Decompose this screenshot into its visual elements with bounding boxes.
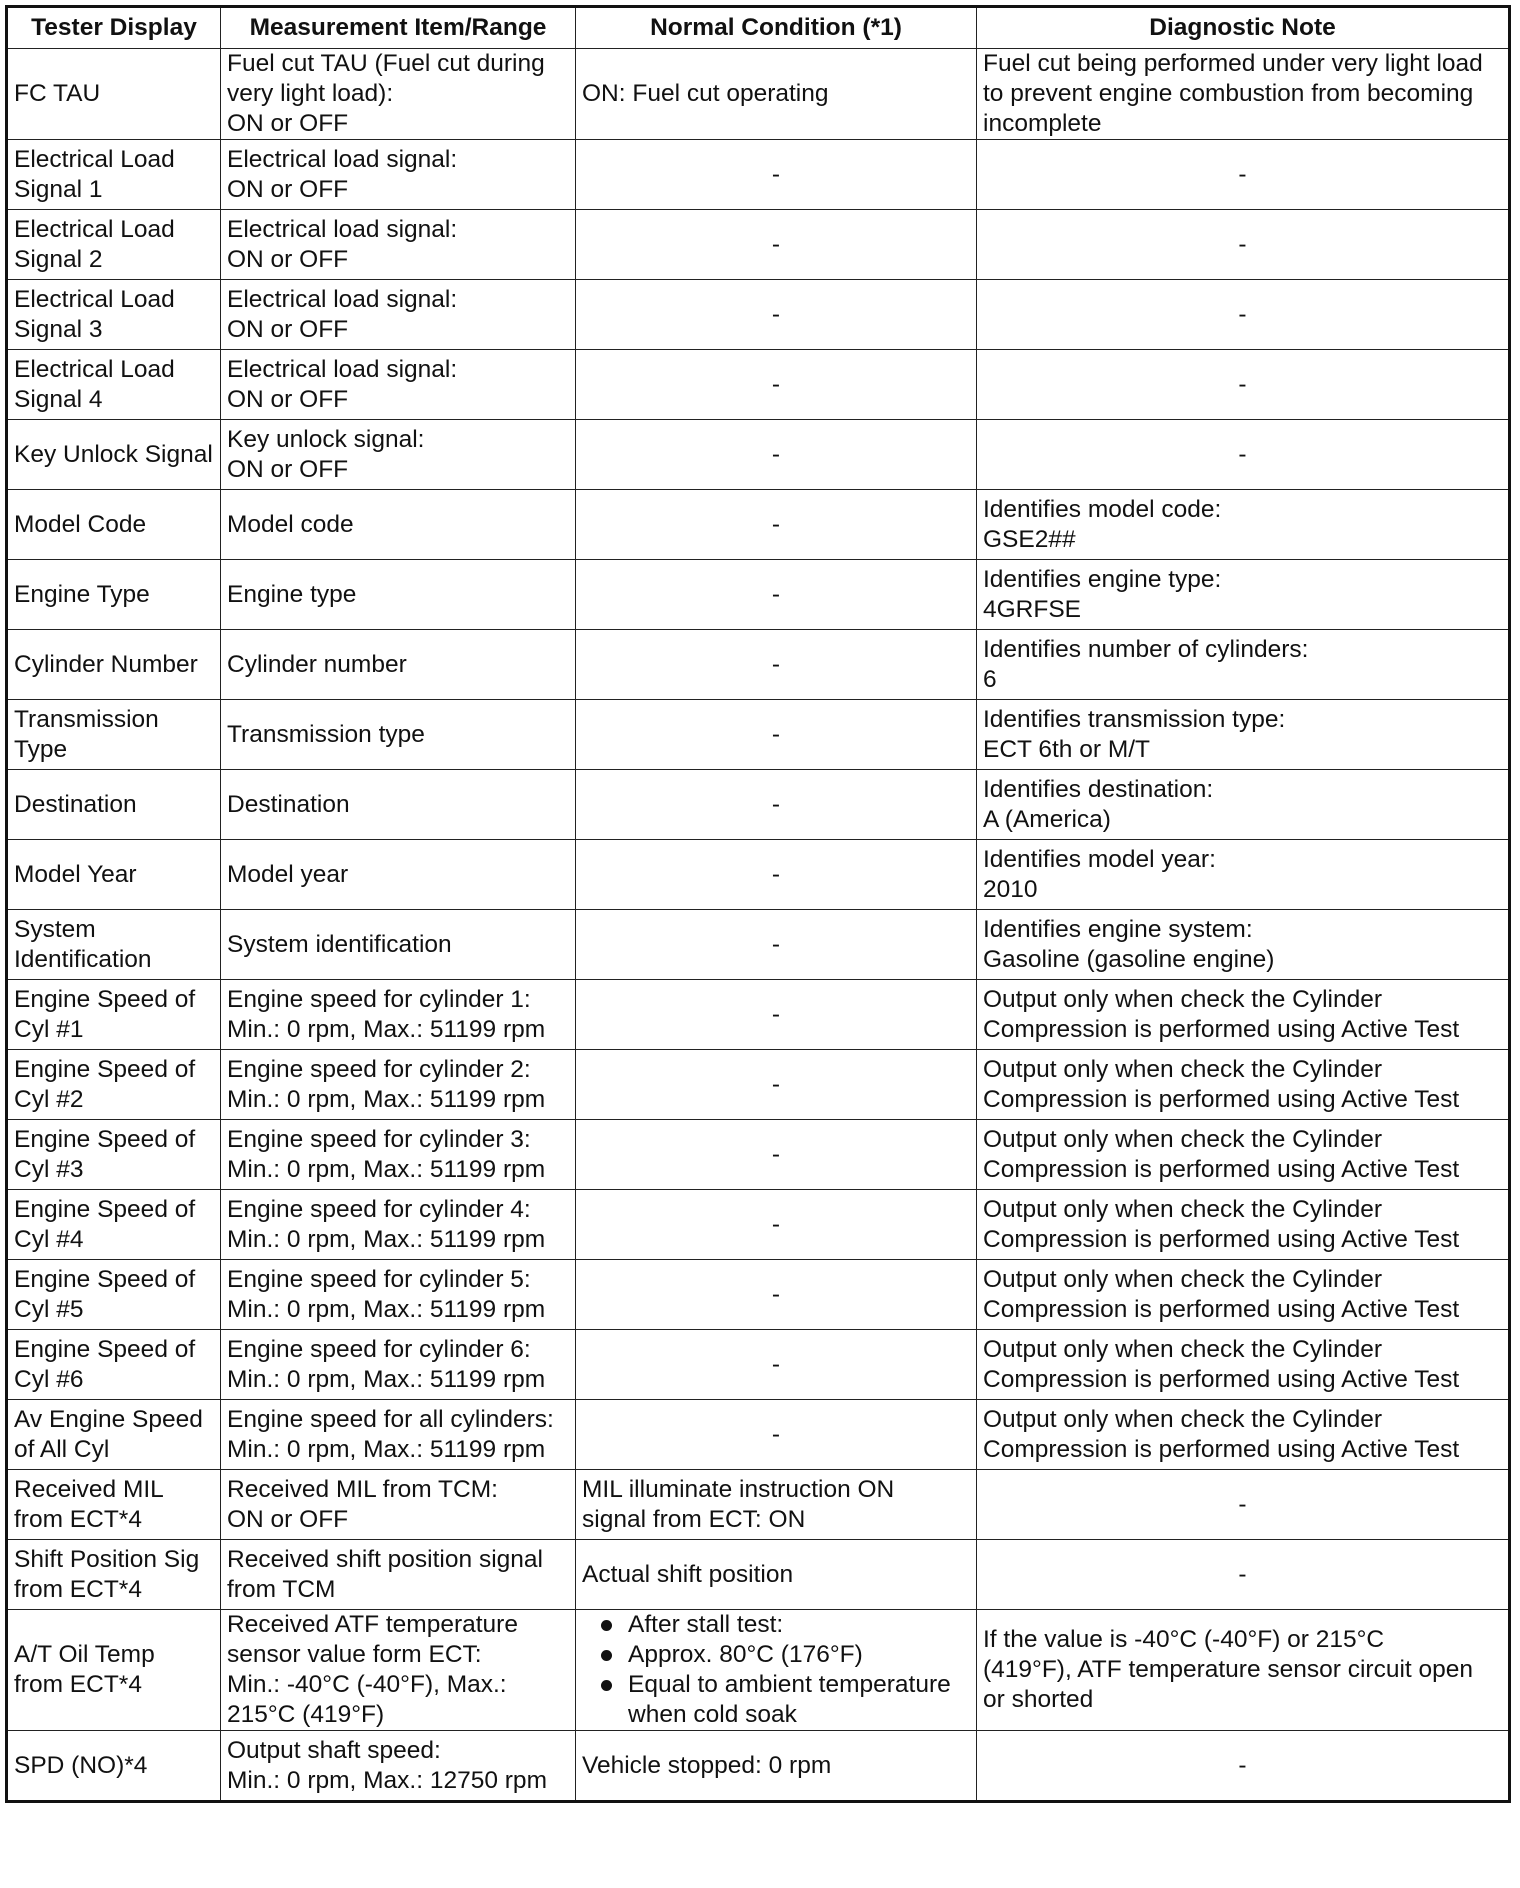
normal-condition-cell	[576, 630, 977, 700]
tester-display-cell	[7, 560, 221, 630]
normal-condition-cell-text: -	[771, 1000, 781, 1028]
tester-display-cell	[7, 1120, 221, 1190]
measurement-item-cell	[221, 840, 576, 910]
tester-display-cell-text: SPD (NO)*4	[14, 1751, 148, 1779]
tester-display-cell	[7, 1260, 221, 1330]
diagnostic-note-cell	[977, 980, 1510, 1050]
tester-display-cell	[7, 1190, 221, 1260]
diagnostic-note-cell	[977, 140, 1510, 210]
data-list-table	[5, 5, 1511, 1803]
diagnostic-note-cell-text: Output only when check the Cylinder Compression is performed using Active Test	[983, 1195, 1460, 1253]
normal-condition-cell	[576, 980, 977, 1050]
measurement-item-cell	[221, 490, 576, 560]
diagnostic-note-cell	[977, 1731, 1510, 1802]
tester-display-cell	[7, 49, 221, 140]
measurement-item-cell-text: Transmission type	[227, 720, 425, 748]
tester-display-cell	[7, 210, 221, 280]
tester-display-cell	[7, 1400, 221, 1470]
header-measurement-item: Measurement Item/Range	[221, 7, 576, 49]
table-row	[7, 490, 1510, 560]
normal-condition-cell	[576, 1050, 977, 1120]
table-row	[7, 1400, 1510, 1470]
diagnostic-note-cell	[977, 560, 1510, 630]
measurement-item-cell	[221, 1190, 576, 1260]
tester-display-cell	[7, 350, 221, 420]
table-row	[7, 840, 1510, 910]
measurement-item-cell-text: Electrical load signal: ON or OFF	[227, 215, 458, 273]
diagnostic-note-cell	[977, 1120, 1510, 1190]
normal-condition-cell	[576, 140, 977, 210]
normal-condition-cell	[576, 350, 977, 420]
tester-display-cell-text: Key Unlock Signal	[14, 440, 213, 468]
tester-display-cell	[7, 1050, 221, 1120]
measurement-item-cell-text: Engine speed for cylinder 3: Min.: 0 rpm, Max.: 51199 rpm	[227, 1125, 546, 1183]
tester-display-cell-text: Engine Speed of Cyl #2	[14, 1055, 196, 1113]
normal-condition-cell-text: Vehicle stopped: 0 rpm	[582, 1751, 832, 1779]
normal-condition-list	[582, 1610, 970, 1730]
table-row	[7, 560, 1510, 630]
table-row	[7, 1120, 1510, 1190]
tester-display-cell-text: FC TAU	[14, 80, 101, 107]
header-diagnostic-note: Diagnostic Note	[977, 7, 1510, 49]
measurement-item-cell-text: Key unlock signal: ON or OFF	[227, 425, 425, 483]
measurement-item-cell	[221, 280, 576, 350]
tester-display-cell-text: Destination	[14, 790, 137, 818]
table-row	[7, 210, 1510, 280]
diagnostic-note-cell-text: -	[1238, 230, 1247, 258]
diagnostic-note-cell	[977, 280, 1510, 350]
measurement-item-cell-text: Engine speed for cylinder 2: Min.: 0 rpm, Max.: 51199 rpm	[227, 1055, 546, 1113]
diagnostic-note-cell	[977, 630, 1510, 700]
tester-display-cell	[7, 1540, 221, 1610]
tester-display-cell-text: Electrical Load Signal 3	[14, 285, 175, 343]
diagnostic-note-cell-text: -	[1238, 1751, 1247, 1779]
normal-condition-cell	[576, 420, 977, 490]
measurement-item-cell-text: Output shaft speed: Min.: 0 rpm, Max.: 12750 rpm	[227, 1736, 547, 1794]
diagnostic-note-cell-text: Output only when check the Cylinder Compression is performed using Active Test	[983, 1265, 1460, 1323]
normal-condition-cell	[576, 49, 977, 140]
normal-condition-cell-text: -	[771, 790, 781, 818]
measurement-item-cell-text: Engine speed for cylinder 5: Min.: 0 rpm, Max.: 51199 rpm	[227, 1265, 546, 1323]
tester-display-cell	[7, 490, 221, 560]
normal-condition-cell	[576, 1470, 977, 1540]
normal-condition-cell-text: -	[771, 580, 781, 608]
tester-display-cell	[7, 1470, 221, 1540]
normal-condition-cell-text: -	[771, 230, 781, 258]
measurement-item-cell-text: Electrical load signal: ON or OFF	[227, 355, 458, 413]
normal-condition-cell	[576, 910, 977, 980]
normal-condition-cell-text: -	[771, 930, 781, 958]
normal-condition-cell	[576, 1330, 977, 1400]
measurement-item-cell	[221, 910, 576, 980]
table-row	[7, 1260, 1510, 1330]
normal-condition-cell-text: -	[771, 1280, 781, 1308]
table-row	[7, 630, 1510, 700]
tester-display-cell	[7, 840, 221, 910]
table-row	[7, 420, 1510, 490]
diagnostic-note-cell-text: -	[1238, 440, 1247, 468]
measurement-item-cell-text: Engine speed for cylinder 1: Min.: 0 rpm, Max.: 51199 rpm	[227, 985, 546, 1043]
normal-condition-cell-text: -	[771, 1350, 781, 1378]
measurement-item-cell-text: Received shift position signal from TCM	[227, 1545, 543, 1603]
tester-display-cell-text: Electrical Load Signal 4	[14, 355, 175, 413]
diagnostic-note-cell-text: Identifies model code: GSE2##	[983, 495, 1222, 553]
diagnostic-note-cell	[977, 49, 1510, 140]
tester-display-cell-text: Model Year	[14, 860, 137, 888]
table-row	[7, 1610, 1510, 1731]
table-row	[7, 1190, 1510, 1260]
diagnostic-note-cell-text: If the value is -40°C (-40°F) or 215°C (419°F), ATF temperature sensor circuit open or shorted	[983, 1626, 1474, 1713]
normal-condition-cell	[576, 1120, 977, 1190]
tester-display-cell	[7, 280, 221, 350]
tester-display-cell-text: Av Engine Speed of All Cyl	[14, 1405, 203, 1463]
diagnostic-note-cell	[977, 350, 1510, 420]
measurement-item-cell-text: Model year	[227, 860, 349, 888]
tester-display-cell	[7, 1731, 221, 1802]
diagnostic-note-cell	[977, 1050, 1510, 1120]
bullet-item: Equal to ambient temperature when cold soak	[582, 1670, 970, 1730]
measurement-item-cell	[221, 1120, 576, 1190]
table-row	[7, 910, 1510, 980]
tester-display-cell-text: Engine Speed of Cyl #6	[14, 1335, 196, 1393]
tester-display-cell-text: Cylinder Number	[14, 650, 198, 678]
normal-condition-cell-text: MIL illuminate instruction ON signal from ECT: ON	[582, 1475, 895, 1533]
table-row	[7, 770, 1510, 840]
normal-condition-cell	[576, 1400, 977, 1470]
diagnostic-note-cell	[977, 490, 1510, 560]
normal-condition-cell	[576, 1260, 977, 1330]
measurement-item-cell-text: Received MIL from TCM: ON or OFF	[227, 1475, 498, 1533]
diagnostic-note-cell-text: Fuel cut being performed under very light load to prevent engine combustion from becoming incomplete	[983, 50, 1483, 137]
tester-display-cell-text: Electrical Load Signal 1	[14, 145, 175, 203]
normal-condition-cell-text: -	[771, 300, 781, 328]
normal-condition-cell-text: -	[771, 160, 781, 188]
measurement-item-cell	[221, 630, 576, 700]
diagnostic-note-cell	[977, 1470, 1510, 1540]
diagnostic-note-cell-text: Identifies model year: 2010	[983, 845, 1216, 903]
bullet-item: After stall test:	[582, 1610, 970, 1640]
table-row	[7, 980, 1510, 1050]
diagnostic-note-cell-text: -	[1238, 1560, 1247, 1588]
tester-display-cell-text: Model Code	[14, 510, 147, 538]
tester-display-cell	[7, 910, 221, 980]
diagnostic-note-cell-text: Identifies engine system: Gasoline (gasoline engine)	[983, 915, 1275, 973]
normal-condition-cell-text: -	[771, 860, 781, 888]
tester-display-cell-text: Received MIL from ECT*4	[14, 1475, 164, 1533]
tester-display-cell	[7, 420, 221, 490]
tester-display-cell	[7, 630, 221, 700]
measurement-item-cell-text: Electrical load signal: ON or OFF	[227, 145, 458, 203]
diagnostic-note-cell-text: -	[1238, 300, 1247, 328]
diagnostic-note-cell-text: Output only when check the Cylinder Compression is performed using Active Test	[983, 985, 1460, 1043]
measurement-item-cell	[221, 1400, 576, 1470]
diagnostic-note-cell	[977, 910, 1510, 980]
normal-condition-cell-text: -	[771, 650, 781, 678]
measurement-item-cell	[221, 560, 576, 630]
table-row	[7, 140, 1510, 210]
measurement-item-cell-text: System identification	[227, 930, 452, 958]
normal-condition-cell-text: -	[771, 1210, 781, 1238]
measurement-item-cell	[221, 420, 576, 490]
measurement-item-cell	[221, 1540, 576, 1610]
diagnostic-note-cell-text: Identifies transmission type: ECT 6th or M/T	[983, 705, 1286, 763]
header-normal-condition: Normal Condition (*1)	[576, 7, 977, 49]
bullet-item: Approx. 80°C (176°F)	[582, 1640, 970, 1670]
normal-condition-cell	[576, 280, 977, 350]
table-row	[7, 350, 1510, 420]
measurement-item-cell	[221, 140, 576, 210]
measurement-item-cell-text: Engine type	[227, 580, 357, 608]
table-row	[7, 1330, 1510, 1400]
diagnostic-note-cell-text: Identifies destination: A (America)	[983, 775, 1214, 833]
diagnostic-note-cell	[977, 420, 1510, 490]
measurement-item-cell-text: Received ATF temperature sensor value form ECT: Min.: -40°C (-40°F), Max.: 215°C (419°F)	[227, 1611, 518, 1728]
table-row	[7, 280, 1510, 350]
tester-display-cell-text: A/T Oil Temp from ECT*4	[14, 1641, 155, 1698]
measurement-item-cell	[221, 1260, 576, 1330]
diagnostic-note-cell-text: -	[1238, 1490, 1247, 1518]
normal-condition-cell-text: -	[771, 1420, 781, 1448]
tester-display-cell-text: System Identification	[14, 915, 152, 973]
tester-display-cell	[7, 700, 221, 770]
normal-condition-cell-text: -	[771, 370, 781, 398]
measurement-item-cell-text: Cylinder number	[227, 650, 407, 678]
tester-display-cell	[7, 1610, 221, 1731]
diagnostic-note-cell-text: Output only when check the Cylinder Compression is performed using Active Test	[983, 1125, 1460, 1183]
tester-display-cell-text: Engine Speed of Cyl #4	[14, 1195, 196, 1253]
header-tester-display: Tester Display	[7, 7, 221, 49]
diagnostic-note-cell	[977, 1330, 1510, 1400]
tester-display-cell-text: Engine Speed of Cyl #1	[14, 985, 196, 1043]
normal-condition-cell	[576, 840, 977, 910]
measurement-item-cell	[221, 1731, 576, 1802]
tester-display-cell-text: Engine Speed of Cyl #5	[14, 1265, 196, 1323]
diagnostic-note-cell-text: Identifies number of cylinders: 6	[983, 635, 1309, 693]
measurement-item-cell-text: Engine speed for cylinder 4: Min.: 0 rpm, Max.: 51199 rpm	[227, 1195, 546, 1253]
tester-display-cell	[7, 140, 221, 210]
table-row	[7, 1470, 1510, 1540]
normal-condition-cell	[576, 1190, 977, 1260]
diagnostic-note-cell-text: Output only when check the Cylinder Compression is performed using Active Test	[983, 1335, 1460, 1393]
diagnostic-note-cell	[977, 770, 1510, 840]
normal-condition-cell	[576, 1610, 977, 1731]
tester-display-cell-text: Engine Speed of Cyl #3	[14, 1125, 196, 1183]
diagnostic-note-cell	[977, 1400, 1510, 1470]
measurement-item-cell	[221, 770, 576, 840]
normal-condition-cell	[576, 1540, 977, 1610]
tester-display-cell	[7, 770, 221, 840]
diagnostic-note-cell-text: -	[1238, 160, 1247, 188]
measurement-item-cell	[221, 1330, 576, 1400]
diagnostic-note-cell	[977, 1190, 1510, 1260]
measurement-item-cell	[221, 1470, 576, 1540]
measurement-item-cell	[221, 49, 576, 140]
diagnostic-note-cell	[977, 1540, 1510, 1610]
diagnostic-note-cell-text: Output only when check the Cylinder Compression is performed using Active Test	[983, 1055, 1460, 1113]
normal-condition-cell-text: -	[771, 1140, 781, 1168]
measurement-item-cell-text: Fuel cut TAU (Fuel cut during very light load): ON or OFF	[227, 50, 545, 137]
measurement-item-cell	[221, 350, 576, 420]
diagnostic-note-cell	[977, 700, 1510, 770]
normal-condition-cell-text: -	[771, 720, 781, 748]
table-row	[7, 1731, 1510, 1802]
measurement-item-cell	[221, 980, 576, 1050]
table-row	[7, 1540, 1510, 1610]
diagnostic-note-cell-text: Identifies engine type: 4GRFSE	[983, 565, 1222, 623]
tester-display-cell-text: Shift Position Sig from ECT*4	[14, 1545, 200, 1603]
measurement-item-cell-text: Electrical load signal: ON or OFF	[227, 285, 458, 343]
normal-condition-cell-text: -	[771, 510, 781, 538]
diagnostic-note-cell	[977, 840, 1510, 910]
normal-condition-cell	[576, 770, 977, 840]
diagnostic-note-cell-text: Output only when check the Cylinder Compression is performed using Active Test	[983, 1405, 1460, 1463]
measurement-item-cell-text: Engine speed for all cylinders: Min.: 0 rpm, Max.: 51199 rpm	[227, 1405, 554, 1463]
normal-condition-cell	[576, 490, 977, 560]
tester-display-cell-text: Engine Type	[14, 580, 150, 608]
diagnostic-note-cell	[977, 210, 1510, 280]
normal-condition-cell-text: ON: Fuel cut operating	[582, 80, 829, 107]
normal-condition-cell	[576, 700, 977, 770]
table-row	[7, 1050, 1510, 1120]
tester-display-cell-text: Transmission Type	[14, 705, 159, 763]
table-row	[7, 700, 1510, 770]
normal-condition-cell	[576, 210, 977, 280]
measurement-item-cell	[221, 210, 576, 280]
normal-condition-cell-text: -	[771, 440, 781, 468]
measurement-item-cell-text: Model code	[227, 510, 354, 538]
header-row	[7, 7, 1510, 49]
measurement-item-cell	[221, 1610, 576, 1731]
normal-condition-cell	[576, 1731, 977, 1802]
tester-display-cell	[7, 1330, 221, 1400]
diagnostic-note-cell	[977, 1260, 1510, 1330]
normal-condition-cell-text: Actual shift position	[582, 1560, 794, 1588]
normal-condition-cell-text: -	[771, 1070, 781, 1098]
table-row	[7, 49, 1510, 140]
diagnostic-note-cell	[977, 1610, 1510, 1731]
measurement-item-cell	[221, 700, 576, 770]
measurement-item-cell-text: Engine speed for cylinder 6: Min.: 0 rpm, Max.: 51199 rpm	[227, 1335, 546, 1393]
tester-display-cell	[7, 980, 221, 1050]
normal-condition-cell	[576, 560, 977, 630]
measurement-item-cell-text: Destination	[227, 790, 350, 818]
diagnostic-note-cell-text: -	[1238, 370, 1247, 398]
tester-display-cell-text: Electrical Load Signal 2	[14, 215, 175, 273]
measurement-item-cell	[221, 1050, 576, 1120]
